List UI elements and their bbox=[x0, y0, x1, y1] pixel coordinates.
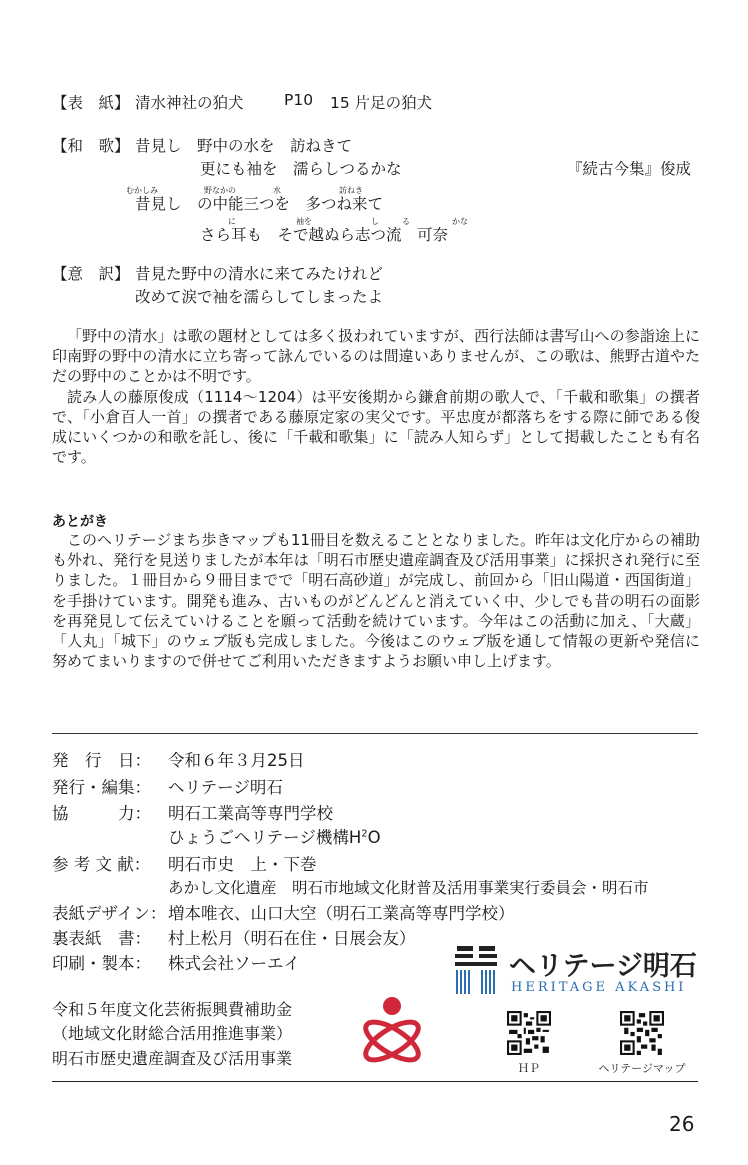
grant-line3: 明石市歴史遺産調査及び活用事業 bbox=[52, 1049, 293, 1068]
issue-value: 令和６年３月25日 bbox=[168, 751, 305, 770]
coop-value1: 明石工業高等専門学校 bbox=[168, 804, 333, 823]
print-label: 印刷・製本： bbox=[52, 954, 151, 973]
print-value: 株式会社ソーエイ bbox=[168, 954, 300, 973]
coop-value2: ひょうごヘリテージ機構H bbox=[168, 828, 362, 847]
cover-page-text: 15 片足の狛犬 bbox=[330, 94, 433, 112]
hp-qr-caption: ＨＰ bbox=[518, 1062, 540, 1075]
colophon-coop-2 bbox=[52, 824, 381, 848]
hp-qr-code-icon[interactable] bbox=[507, 1011, 551, 1055]
cover-text: 清水神社の狛犬 bbox=[135, 94, 244, 112]
ruby-ni: に bbox=[228, 217, 236, 226]
coop-sup: 2 bbox=[361, 828, 368, 840]
afterword-text: このヘリテージまち歩きマップも11冊目を数えることとなりました。昨年は文化庁からの補助も外れ、発行を見送りましたが本年は「明石市歴史遺産調査及び活用事業」に採択され発行に至りました。１冊目から９冊目までで「明石高砂道」が完成し、前回から「旧山陽道・西国街道」を手掛けています。開発も進み、古いものがどんどんと消えていく中、少しでも昔の明石の面影を再発見して伝えていけることを願って活動を続けています。今年はこの活動に加え、「大蔵」「人丸」「城下」のウェブ版も完成しました。今後はこのウェブ版を通して情報の更新や発信に努めてまいりますので併せてご利用いただきますようお願い申し上げます。 bbox=[52, 531, 700, 671]
back-value: 村上松月（明石在住・日展会友） bbox=[168, 929, 416, 948]
ruby-shi: し bbox=[371, 217, 379, 226]
colophon-edit bbox=[52, 774, 283, 798]
brand-name-jp: ヘリテージ明石 bbox=[509, 951, 697, 982]
ref-label: 参 考 文 献： bbox=[52, 855, 151, 874]
afterword-heading: あとがき bbox=[52, 514, 108, 530]
translation-line1: 昔見た野中の清水に来てみたけれど bbox=[135, 265, 384, 283]
edit-label: 発行・編集： bbox=[52, 778, 151, 797]
colophon-design bbox=[52, 900, 515, 924]
waka-manyo1: 昔見し の中能三つを 多つね来て bbox=[135, 195, 384, 213]
ref-value2: あかし文化遺産 明石市地域文化財普及活用事業実行委員会・明石市 bbox=[168, 879, 649, 897]
ruby-mukashimi: むかしみ bbox=[126, 186, 158, 195]
ruby-sode: 袖を bbox=[296, 217, 312, 226]
ruby-kana: かな bbox=[452, 217, 468, 226]
map-qr-caption: ヘリテージマップ bbox=[598, 1062, 686, 1075]
design-value: 増本唯衣、山口大空（明石工業高等専門学校） bbox=[168, 904, 515, 923]
coop-tail: O bbox=[367, 828, 381, 847]
ref-value1: 明石市史 上・下巻 bbox=[168, 855, 317, 874]
waka-manyo2: さら耳も そで越ぬら志つ流 可奈 bbox=[200, 226, 449, 244]
coop-label: 協 力： bbox=[52, 804, 151, 823]
divider-top bbox=[52, 733, 698, 734]
commentary-paragraph-1: 「野中の清水」は歌の題材としては多く扱われていますが、西行法師は書写山への参詣途上に印南野の野中の清水に立ち寄って詠んでいるのは間違いありませんが、この歌は、熊野古道やただの野中のことかは不明です。 bbox=[52, 327, 700, 386]
translation-label: 【意 訳】 bbox=[52, 265, 130, 283]
brand-name-en: HERITAGE AKASHI bbox=[511, 980, 687, 995]
colophon-ref-2 bbox=[52, 876, 649, 898]
commentary-paragraph-2: 読み人の藤原俊成（1114～1204）は平安後期から鎌倉前期の歌人で、「千載和歌集」の撰者で、「小倉百人一首」の撰者である藤原定家の実父です。平忠度が都落ちをする際に師である俊成にいくつかの和歌を託し、後に「千載和歌集」に「読み人知らず」として掲載したことも有名です。 bbox=[52, 387, 700, 467]
page-number: 26 bbox=[669, 1112, 695, 1136]
ruby-mizu: 水 bbox=[273, 186, 281, 195]
colophon-print bbox=[52, 950, 300, 974]
bunkacho-emblem-icon bbox=[354, 995, 430, 1069]
back-label: 裏表紙 書： bbox=[52, 929, 151, 948]
cover-page-ref: P10 bbox=[284, 91, 314, 109]
grant-line1: 令和５年度文化芸術振興費補助金 bbox=[52, 1000, 293, 1019]
waka-line1b: 更にも袖を 濡らしつるかな bbox=[200, 160, 402, 178]
translation-line2: 改めて涙で袖を濡らしてしまったよ bbox=[135, 288, 384, 306]
map-qr-code-icon[interactable] bbox=[620, 1011, 664, 1055]
cover-label: 【表 紙】 bbox=[52, 94, 130, 112]
colophon-back bbox=[52, 925, 416, 949]
divider-bottom bbox=[52, 1081, 698, 1082]
issue-label: 発 行 日： bbox=[52, 751, 151, 770]
waka-source: 『続古今集』俊成 bbox=[567, 160, 692, 178]
waka-line1a: 昔見し 野中の水を 訪ねきて bbox=[135, 137, 353, 155]
ruby-tazune: 訪ねき bbox=[339, 186, 363, 195]
design-label: 表紙デザイン： bbox=[52, 904, 167, 923]
colophon-ref bbox=[52, 851, 317, 875]
ruby-ru: る bbox=[402, 217, 410, 226]
waka-label: 【和 歌】 bbox=[52, 137, 130, 155]
colophon-issue bbox=[52, 747, 305, 771]
commentary bbox=[52, 326, 700, 467]
edit-value: ヘリテージ明石 bbox=[168, 778, 283, 797]
ruby-nonakano: 野なかの bbox=[204, 186, 236, 195]
grant-line2: （地域文化財総合活用推進事業） bbox=[52, 1024, 293, 1043]
heritage-building-icon bbox=[455, 944, 499, 994]
afterword-body bbox=[52, 530, 700, 671]
colophon-coop bbox=[52, 800, 333, 824]
